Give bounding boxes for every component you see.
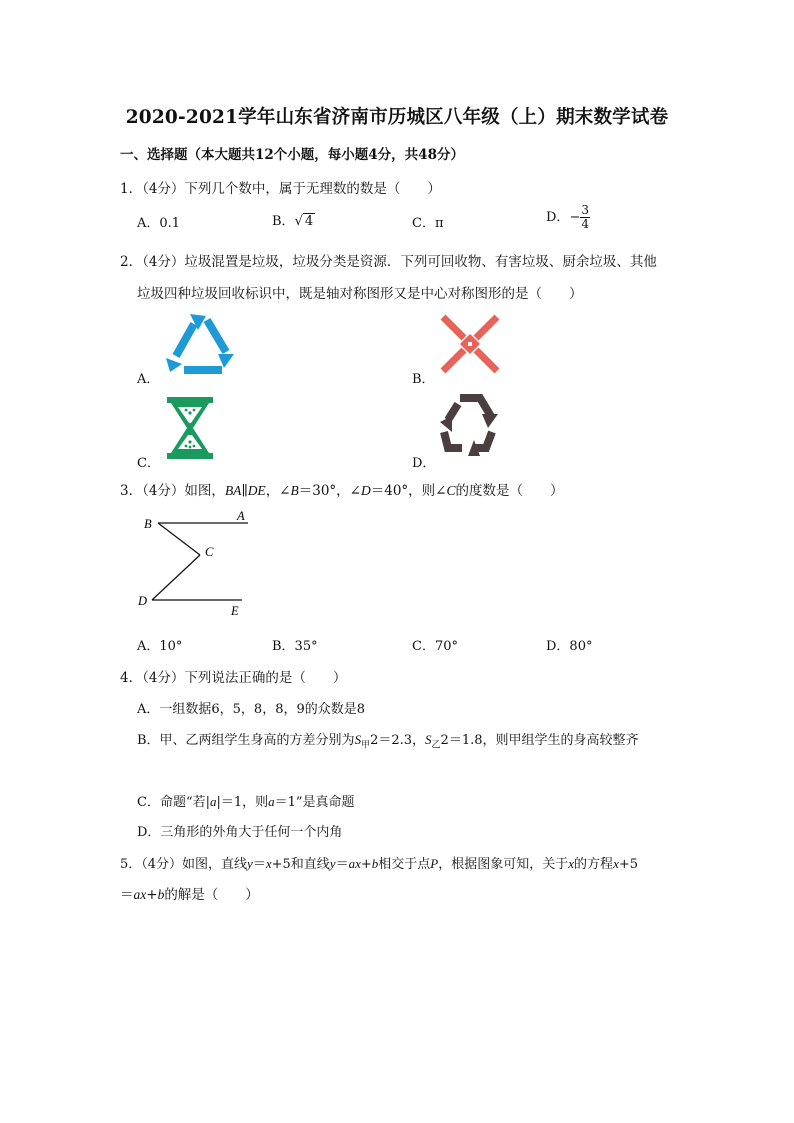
q2-option-b: B． — [412, 372, 435, 387]
q5-var: x — [568, 856, 575, 871]
recycle-arrows-icon — [162, 310, 240, 378]
q5-var: y — [329, 856, 336, 871]
segment-cd — [152, 555, 200, 600]
q5-text: + — [360, 857, 372, 872]
q5-text: ＝ — [120, 887, 134, 903]
q1-fraction — [580, 204, 590, 231]
q1-denominator: 4 — [581, 217, 589, 231]
q3-stem-text: ＝30°，∠ — [298, 483, 361, 499]
q5-var: ax — [348, 856, 361, 871]
kitchen-waste-hourglass-icon — [165, 395, 215, 461]
q3-option-b: B．35° — [272, 639, 318, 654]
q1-option-d-label: D． — [546, 210, 570, 225]
hazard-cross-icon — [440, 314, 500, 374]
q4-var-a: a — [209, 794, 217, 809]
q5-var: x — [613, 856, 619, 871]
segment-bc — [158, 523, 200, 555]
q5-var: y — [247, 856, 253, 871]
q5-text: ，根据图象可知，关于 — [438, 857, 569, 872]
q3-var-c: C — [446, 483, 456, 498]
q1-radicand: 4 — [304, 214, 314, 229]
q3-stem-text: ，∠ — [265, 483, 291, 499]
q3-var-de: DE — [247, 483, 266, 498]
q4-option-c-text: |＝1，则 — [216, 795, 269, 810]
q5-var: ax — [133, 887, 147, 902]
q4-option-b-text: B．甲、乙两组学生身高的方差分别为 — [137, 733, 355, 748]
label-d: D — [138, 594, 148, 608]
q2-option-d: D． — [412, 456, 436, 471]
q1-option-a: A．0.1 — [137, 216, 181, 231]
q1-minus-sign: − — [569, 210, 581, 225]
page-title: 2020-2021学年山东省济南市历城区八年级（上）期末数学试卷 — [125, 107, 669, 128]
q3-var-d: D — [361, 483, 371, 498]
label-b: B — [144, 517, 152, 531]
q5-var: x — [265, 856, 272, 871]
q5-var: P — [430, 856, 439, 871]
q1-option-d — [546, 204, 590, 231]
q4-option-c-text: ＝1”是真命题 — [274, 795, 355, 810]
q2-option-a: A． — [137, 372, 160, 387]
q3-geometry-figure — [130, 505, 260, 620]
q5-var: b — [371, 856, 379, 871]
q3-stem-prefix: 3．（4分）如图， — [120, 483, 225, 499]
question-2-stem-line1: 2．（4分）垃圾混置是垃圾，垃圾分类是资源．下列可回收物、有害垃圾、厨余垃圾、其他 — [120, 254, 657, 270]
q4-option-d: D．三角形的外角大于任何一个内角 — [137, 825, 343, 840]
q4-option-b — [137, 729, 639, 751]
label-c: C — [205, 545, 214, 559]
q5-text: ＝ — [252, 857, 266, 872]
q4-subscript: 甲 — [361, 740, 371, 751]
q1-option-b-label: B． — [272, 214, 295, 229]
q4-option-a: A．一组数据6，5，8，8，9的众数是8 — [137, 702, 366, 717]
question-3-stem — [120, 479, 564, 499]
q1-numerator: 3 — [581, 203, 589, 217]
question-5-stem-line2 — [120, 883, 259, 903]
section-heading: 一、选择题（本大题共12个小题，每小题4分，共48分） — [120, 147, 464, 163]
q4-variance-s: S — [425, 732, 432, 747]
q3-stem-text: ＝40°，则∠ — [370, 483, 447, 499]
sqrt-symbol: √ 4 — [294, 214, 314, 229]
q5-text: + — [146, 887, 158, 903]
other-waste-arrows-icon — [438, 392, 502, 462]
label-a: A — [237, 509, 245, 523]
q4-option-c — [137, 791, 355, 810]
q4-var-a: a — [268, 794, 275, 809]
q3-option-c: C．70° — [412, 639, 458, 654]
q3-var-ba: BA — [224, 483, 242, 498]
q2-option-c: C． — [137, 456, 160, 471]
q4-variance-s: S — [354, 732, 362, 747]
q3-parallel-sign: ∥ — [241, 483, 248, 499]
q4-option-c-text: C．命题“若| — [137, 795, 210, 810]
q1-option-c: C．π — [412, 216, 444, 231]
q5-text: +5和直线 — [271, 857, 330, 872]
q3-option-a: A．10° — [137, 639, 183, 654]
q5-text: ＝ — [335, 857, 349, 872]
question-5-stem-line1 — [120, 853, 638, 872]
q4-subscript: 乙 — [431, 740, 441, 751]
q5-var: b — [157, 887, 165, 902]
q3-stem-suffix: 的度数是（ ） — [455, 483, 564, 499]
label-e: E — [231, 604, 239, 618]
question-2-stem-line2: 垃圾四种垃圾回收标识中，既是轴对称图形又是中心对称图形的是（ ） — [137, 286, 583, 302]
q4-option-b-text: 2＝2.3， — [370, 733, 426, 748]
q5-text: 相交于点 — [378, 857, 431, 872]
q3-option-d: D．80° — [546, 639, 593, 654]
question-4-stem: 4．（4分）下列说法正确的是（ ） — [120, 670, 347, 686]
q5-text: 的解是（ ） — [164, 887, 259, 903]
question-1-stem: 1．（4分）下列几个数中，属于无理数的数是（ ） — [120, 181, 441, 197]
q5-text: 的方程 — [574, 857, 614, 872]
q5-text: +5 — [618, 857, 639, 872]
q1-option-b — [272, 210, 315, 229]
q3-var-b: B — [290, 483, 299, 498]
q5-text: 5．（4分）如图，直线 — [120, 857, 248, 872]
q4-option-b-text: 2＝1.8，则甲组学生的身高较整齐 — [440, 733, 639, 748]
